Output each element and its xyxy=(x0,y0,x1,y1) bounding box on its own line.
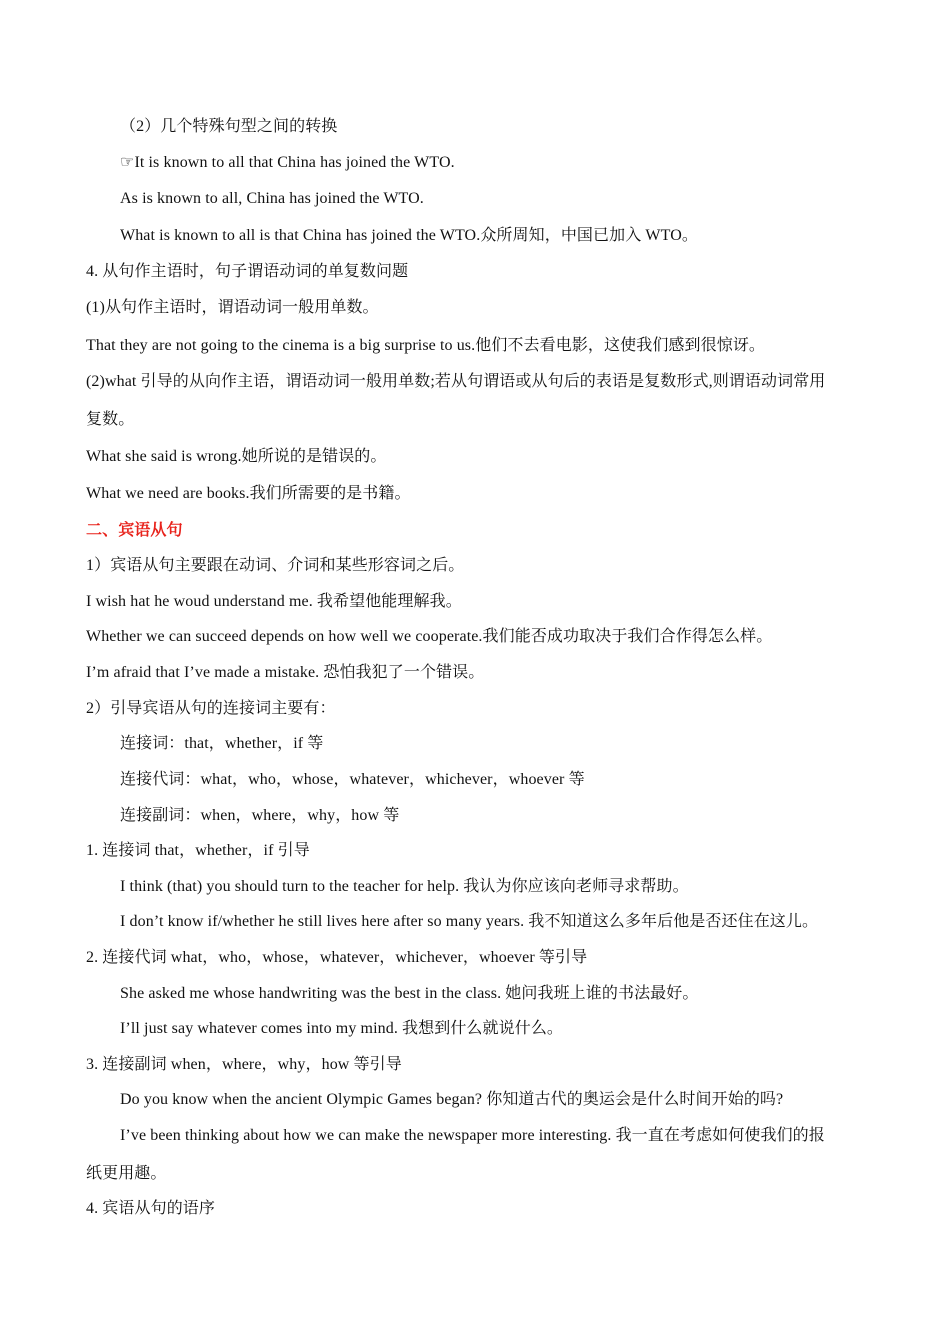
example-sentence: I’m afraid that I’ve made a mistake. 恐怕我犯了一个错误。 xyxy=(86,664,485,681)
rule-text: 2）引导宾语从句的连接词主要有： xyxy=(86,700,336,717)
subsection-heading: （2）几个特殊句型之间的转换 xyxy=(120,118,338,135)
example-sentence: Whether we can succeed depends on how well we cooperate.我们能否成功取决于我们合作得怎么样。 xyxy=(86,628,773,645)
example-sentence: What she said is wrong.她所说的是错误的。 xyxy=(86,448,387,465)
section-heading: 二、宾语从句 xyxy=(86,522,183,539)
example-sentence: She asked me whose handwriting was the best in the class. 她问我班上谁的书法最好。 xyxy=(120,985,699,1002)
example-sentence-continued: 纸更用趣。 xyxy=(86,1165,167,1182)
rule-text: (1)从句作主语时，谓语动词一般用单数。 xyxy=(86,299,379,316)
connector-list: 连接副词：when，where，why，how 等 xyxy=(120,807,400,824)
example-sentence: I think (that) you should turn to the teacher for help. 我认为你应该向老师寻求帮助。 xyxy=(120,878,689,895)
example-sentence: I don’t know if/whether he still lives here after so many years. 我不知道这么多年后他是否还住在这儿。 xyxy=(120,913,819,930)
example-sentence: That they are not going to the cinema is a big surprise to us.他们不去看电影，这使我们感到很惊讶。 xyxy=(86,337,766,354)
connector-list: 连接词：that，whether，if 等 xyxy=(120,735,324,752)
rule-text: 1）宾语从句主要跟在动词、介词和某些形容词之后。 xyxy=(86,557,465,574)
rule-text: (2)what 引导的从向作主语，谓语动词一般用单数;若从句谓语或从句后的表语是复数形式,则谓语动词常用 xyxy=(86,373,826,390)
numbered-heading: 4. 从句作主语时，句子谓语动词的单复数问题 xyxy=(86,263,409,280)
numbered-heading: 2. 连接代词 what，who，whose，whatever，whichever，whoever 等引导 xyxy=(86,949,588,966)
example-sentence: ☞It is known to all that China has joined the WTO. xyxy=(120,154,455,171)
example-sentence: As is known to all, China has joined the WTO. xyxy=(120,190,424,207)
connector-list: 连接代词：what，who，whose，whatever，whichever，whoever 等 xyxy=(120,771,585,788)
example-sentence: I’ve been thinking about how we can make the newspaper more interesting. 我一直在考虑如何使我们的报 xyxy=(120,1127,825,1144)
example-sentence: What we need are books.我们所需要的是书籍。 xyxy=(86,485,411,502)
example-sentence: Do you know when the ancient Olympic Games began? 你知道古代的奥运会是什么时间开始的吗? xyxy=(120,1091,784,1108)
example-sentence: I’ll just say whatever comes into my mind. 我想到什么就说什么。 xyxy=(120,1020,564,1037)
rule-text-continued: 复数。 xyxy=(86,411,135,428)
example-sentence: I wish hat he woud understand me. 我希望他能理解我。 xyxy=(86,593,462,610)
numbered-heading: 3. 连接副词 when，where，why，how 等引导 xyxy=(86,1056,402,1073)
numbered-heading: 1. 连接词 that，whether，if 引导 xyxy=(86,842,310,859)
example-sentence: What is known to all is that China has joined the WTO.众所周知，中国已加入 WTO。 xyxy=(120,227,698,244)
numbered-heading: 4. 宾语从句的语序 xyxy=(86,1200,216,1217)
